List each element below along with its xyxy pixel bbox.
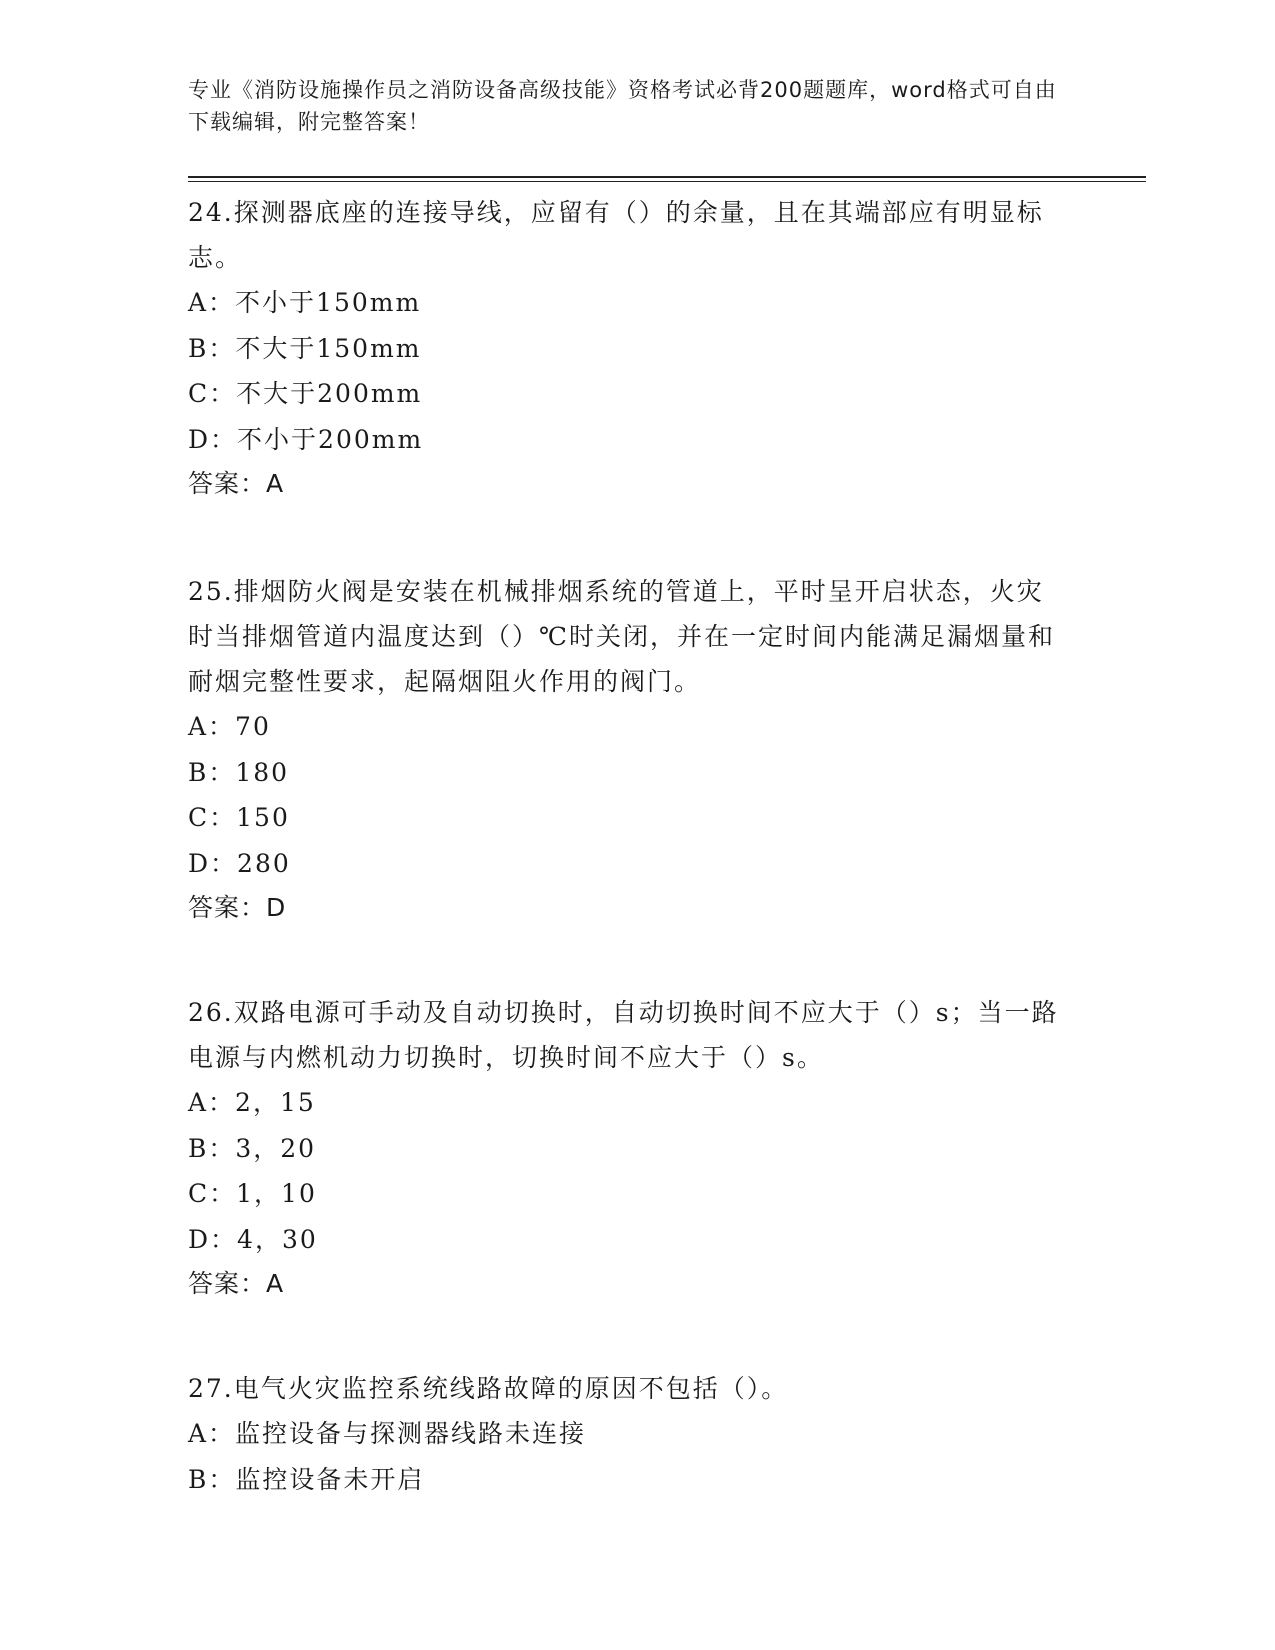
option-b: B：3，20: [188, 1133, 317, 1163]
option-c: C：150: [188, 803, 290, 832]
question-list: [188, 190, 1068, 1502]
option-d: D：不小于200mm: [188, 424, 424, 454]
option-c: C：不大于200mm: [188, 379, 423, 408]
question-stem: 27.电气火灾监控系统线路故障的原因不包括（）。: [188, 1374, 789, 1403]
header-divider: [188, 176, 1146, 182]
question-24: [188, 190, 1068, 506]
question-stem: 25.排烟防火阀是安装在机械排烟系统的管道上，平时呈开启状态，火灾时当排烟管道内温度达到（）℃时关闭，并在一定时间内能满足漏烟量和耐烟完整性要求，起隔烟阻火作用的阀门。: [188, 577, 1055, 696]
document-header: 专业《消防设施操作员之消防设备高级技能》资格考试必背200题题库，word格式可自由下载编辑，附完整答案！: [188, 78, 1057, 134]
divider-thin-line: [188, 181, 1146, 182]
option-c: C：1，10: [188, 1179, 317, 1208]
answer-line: 答案：D: [188, 893, 287, 922]
answer-line: 答案：A: [188, 1269, 285, 1298]
question-stem: 24.探测器底座的连接导线，应留有（）的余量，且在其端部应有明显标志。: [188, 198, 1044, 272]
question-27: [188, 1366, 1068, 1502]
option-a: A：2，15: [188, 1088, 316, 1117]
option-b: B：监控设备未开启: [188, 1464, 425, 1494]
option-d: D：4，30: [188, 1224, 318, 1254]
answer-line: 答案：A: [188, 469, 285, 498]
option-b: B：不大于150mm: [188, 333, 422, 363]
option-a: A：70: [188, 712, 271, 741]
option-a: A：监控设备与探测器线路未连接: [188, 1419, 587, 1448]
option-d: D：280: [188, 848, 291, 878]
option-b: B：180: [188, 757, 290, 787]
option-a: A：不小于150mm: [188, 288, 422, 317]
question-26: [188, 990, 1068, 1306]
question-25: [188, 569, 1068, 930]
question-stem: 26.双路电源可手动及自动切换时，自动切换时间不应大于（）s；当一路电源与内燃机动力切换时，切换时间不应大于（）s。: [188, 998, 1059, 1072]
